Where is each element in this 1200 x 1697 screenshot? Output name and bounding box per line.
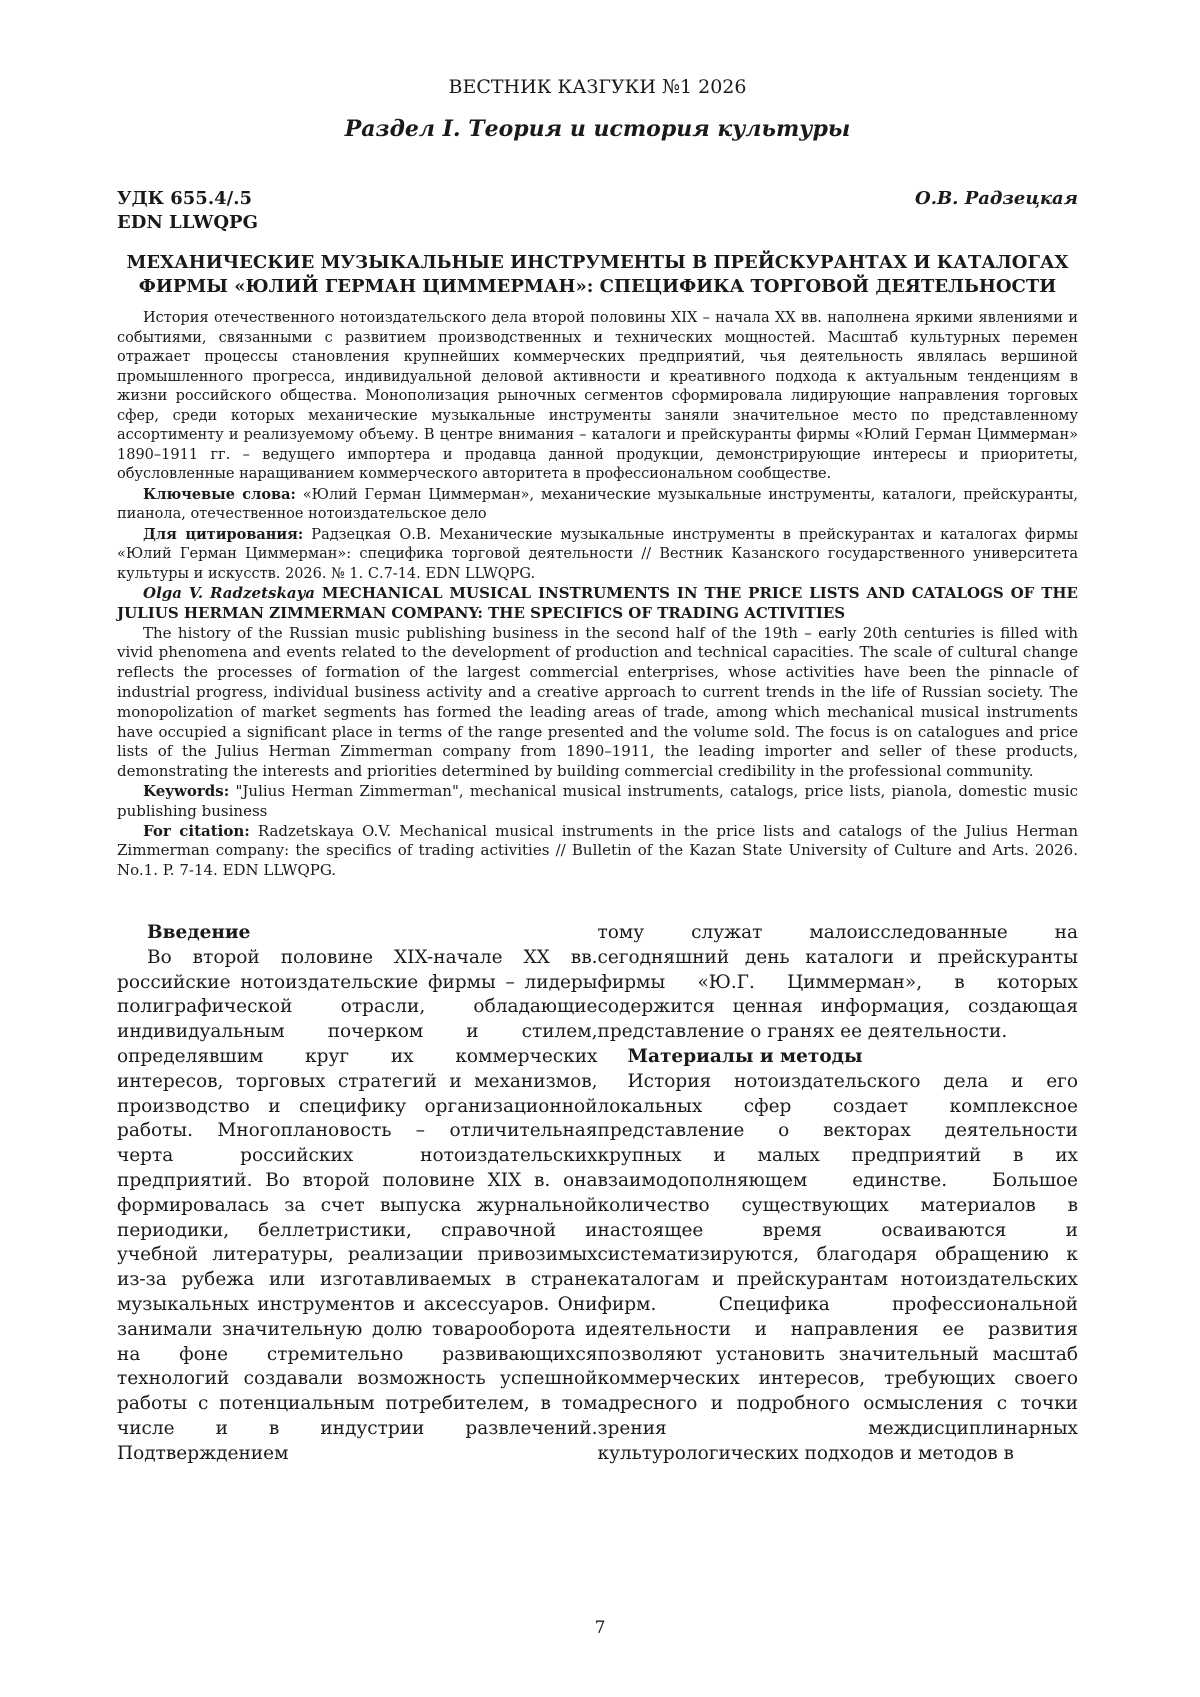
abstract-english bbox=[117, 584, 1078, 881]
citation-ru bbox=[117, 525, 1078, 585]
abstract-russian bbox=[117, 309, 1078, 584]
intro-heading: Введение bbox=[147, 921, 251, 943]
article-title bbox=[117, 251, 1078, 299]
journal-header: ВЕСТНИК КАЗГУКИ №1 2026 bbox=[448, 76, 747, 98]
section-title: Раздел I. Теория и история культуры bbox=[344, 116, 851, 142]
citation-ru-text: Радзецкая О.В. Механические музыкальные инструменты в прейскурантах и каталогах фирмы «Юлий Герман Циммерман»: специфика торговой деятельности // Вестник Казанского государственного университета культуры и искусств. 2026. № 1. С.7-14. EDN LLWQPG. bbox=[117, 526, 1078, 582]
meta-row bbox=[117, 187, 1078, 235]
english-title bbox=[117, 584, 1078, 624]
keywords-en bbox=[117, 782, 1078, 822]
left-column bbox=[117, 921, 598, 1467]
author-name: О.В. Радзецкая bbox=[915, 188, 1078, 209]
edn-code: EDN LLWQPG bbox=[117, 212, 258, 233]
keywords-ru-label: Ключевые слова: bbox=[143, 485, 296, 503]
abstract-en-text: The history of the Russian music publishing business in the second half of the 19th – early 20th centuries is filled with vivid phenomena and events related to the development of production and technical capacities. The scale of cultural change reflects the processes of formation of the largest commercial enterprises, whose activities have been the pinnacle of industrial progress, individual business activity and a creative approach to current trends in the life of Russian society. The monopolization of market segments has formed the leading areas of trade, among which mechanical musical instruments have occupied a significant place in terms of the range presented and the volume sold. The focus is on catalogues and price lists of the Julius Herman Zimmerman company from 1890–1911, the leading importer and seller of these products, demonstrating the interests and priorities determined by building commercial credibility in the professional community. bbox=[117, 623, 1078, 781]
english-title-text: MECHANICAL MUSICAL INSTRUMENTS IN THE PRICE LISTS AND CATALOGS OF THE JULIUS HERMAN ZIMMERMAN COMPANY: THE SPECIFICS OF TRADING ACTIVITIES bbox=[117, 584, 1078, 622]
identifiers bbox=[117, 187, 258, 235]
citation-ru-label: Для цитирования: bbox=[143, 525, 304, 543]
udk-code: УДК 655.4/.5 bbox=[117, 188, 252, 209]
body-columns bbox=[117, 921, 1078, 1467]
intro-continuation: тому служат малоисследованные на сегодняшний день каталоги и прейскуранты фирмы «Ю.Г. Циммерман», в которых содержится ценная информация, создающая представление о гранях ее деятельности. bbox=[597, 921, 1078, 1043]
abstract-ru-text: История отечественного нотоиздательского дела второй половины XIX – начала XX вв. наполнена яркими явлениями и событиями, связанными с развитием производственных и технических мощностей. Масштаб культурных перемен отражает процессы становления крупнейших коммерческих предприятий, чья деятельность являлась вершиной промышленного прогресса, индивидуальной деловой активности и креативного подхода к актуальным тенденциям в жизни российского общества. Монополизация рыночных сегментов сформировала лидирующие направления торговых сфер, среди которых механические музыкальные инструменты заняли значительное место по представленному ассортименту и реализуемому объему. В центре внимания – каталоги и прейскуранты фирмы «Юлий Герман Циммерман» 1890–1911 гг. – ведущего импортера и продавца данной продукции, демонстрирующие интересы и приоритеты, обусловленные наращиванием коммерческого авторитета в профессиональном сообществе. bbox=[117, 310, 1078, 482]
article-title-line-1: МЕХАНИЧЕСКИЕ МУЗЫКАЛЬНЫЕ ИНСТРУМЕНТЫ В ПРЕЙСКУРАНТАХ И КАТАЛОГАХ bbox=[126, 252, 1069, 273]
english-author: Olga V. Radzetskaya bbox=[143, 584, 315, 602]
keywords-ru bbox=[117, 485, 1078, 525]
citation-en bbox=[117, 822, 1078, 881]
intro-paragraph: Во второй половине XIX-начале XX вв. российские нотоиздательские фирмы – лидеры полиграфической отрасли, обладающие индивидуальным почерком и стилем, определявшим круг их коммерческих интересов, торговых стратегий и механизмов, производство и специфику организационной работы. Многоплановость – отличительная черта российских нотоиздательских предприятий. Во второй половине XIX в. она формировалась за счет выпуска журнальной периодики, беллетристики, справочной и учебной литературы, реализации привозимых из-за рубежа или изготавливаемых в стране музыкальных инструментов и аксессуаров. Они занимали значительную долю товарооборота и на фоне стремительно развивающихся технологий создавали возможность успешной работы с потенциальным потребителем, в том числе и в индустрии развлечений. Подтверждением bbox=[117, 946, 598, 1464]
methods-paragraph: История нотоиздательского дела и его локальных сфер создает комплексное представление о векторах деятельности крупных и малых предприятий в их взаимодополняющем единстве. Большое количество существующих материалов в настоящее время осваиваются и систематизируются, благодаря обращению к каталогам и прейскурантам нотоиздательских фирм. Специфика профессиональной деятельности и направления ее развития позволяют установить значительный масштаб коммерческих интересов, требующих своего адресного и подробного осмысления с точки зрения междисциплинарных культурологических подходов и методов в bbox=[597, 1070, 1078, 1464]
keywords-ru-text: «Юлий Герман Циммерман», механические музыкальные инструменты, каталоги, прейскуранты, пианола, отечественное нотоиздательское дело bbox=[117, 486, 1078, 522]
keywords-en-text: "Julius Herman Zimmerman", mechanical musical instruments, catalogs, price lists, pianola, domestic music publishing business bbox=[117, 781, 1078, 820]
citation-en-label: For citation: bbox=[143, 821, 250, 840]
article-title-line-2: ФИРМЫ «ЮЛИЙ ГЕРМАН ЦИММЕРМАН»: СПЕЦИФИКА ТОРГОВОЙ ДЕЯТЕЛЬНОСТИ bbox=[138, 276, 1057, 297]
page-number: 7 bbox=[594, 1618, 606, 1638]
citation-en-text: Radzetskaya O.V. Mechanical musical instruments in the price lists and catalogs of the Julius Herman Zimmerman company: the specifics of trading activities // Bulletin of the Kazan State University of Culture and Arts. 2026. No.1. P. 7-14. EDN LLWQPG. bbox=[117, 821, 1078, 880]
methods-heading: Материалы и методы bbox=[627, 1045, 863, 1067]
keywords-en-label: Keywords: bbox=[143, 781, 230, 800]
right-column bbox=[598, 921, 1079, 1467]
